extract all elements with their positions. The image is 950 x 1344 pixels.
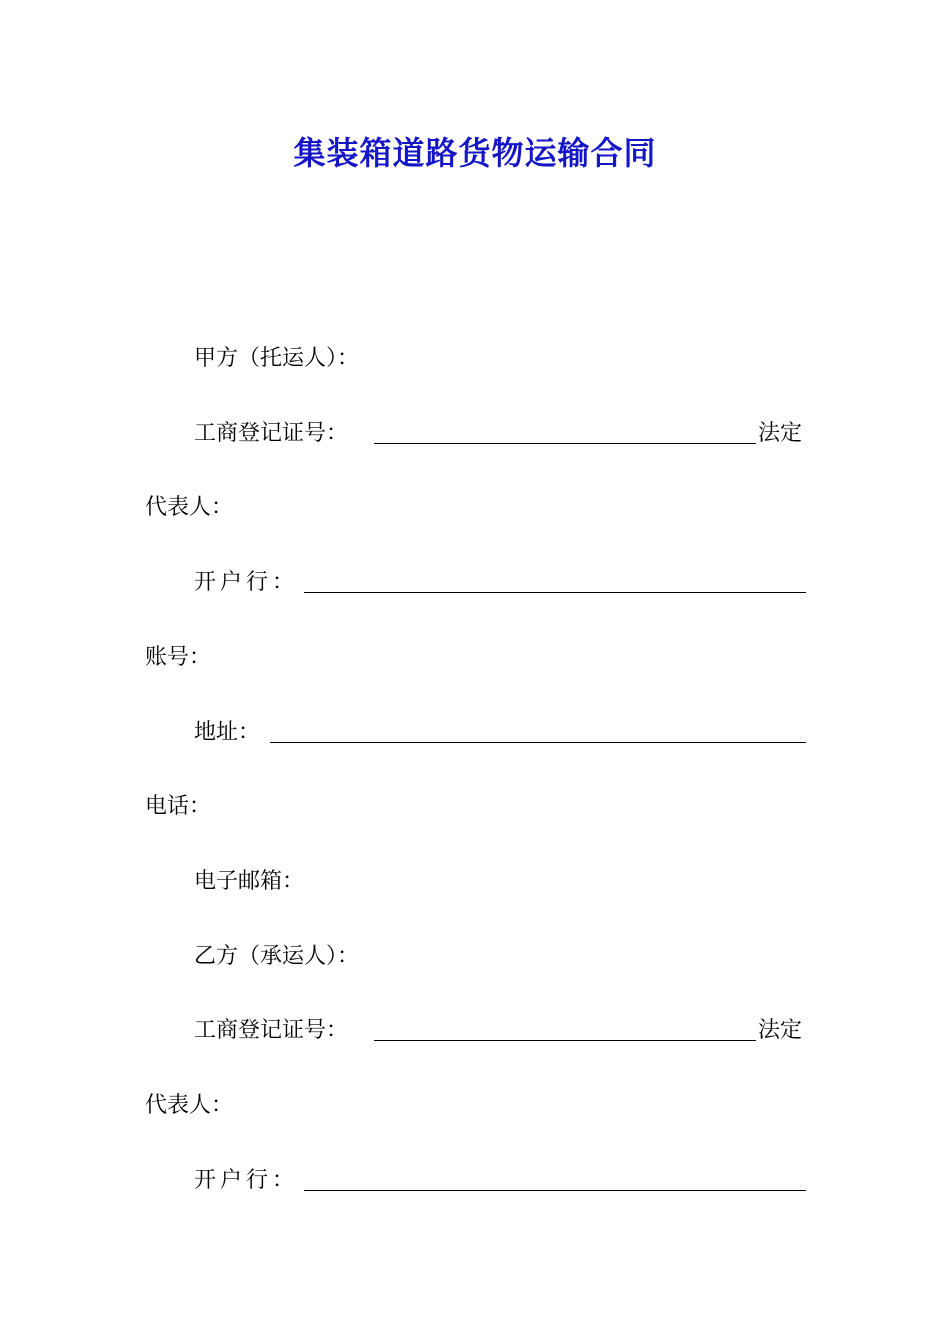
- party-a-address-row: [194, 718, 806, 748]
- party-a-reg-no-row: [194, 419, 806, 449]
- party-a-bank-blank[interactable]: [304, 592, 806, 593]
- party-a-legal-rep-label: 代表人：: [145, 495, 234, 520]
- party-b-legal-rep-label: 代表人：: [145, 1093, 234, 1118]
- party-b-heading-text: 乙方（承运人）：: [194, 944, 360, 969]
- party-b-legal-rep-row: [145, 1091, 233, 1121]
- party-a-email-row: [194, 867, 304, 897]
- party-b-bank-blank[interactable]: [304, 1190, 806, 1191]
- party-b-heading: [194, 942, 359, 972]
- party-b-bank-label: 开户行：: [194, 1168, 299, 1193]
- party-a-reg-no-label: 工商登记证号：: [194, 421, 349, 446]
- party-b-reg-no-row: [194, 1016, 806, 1046]
- party-a-heading-text: 甲方（托运人）：: [194, 346, 360, 371]
- document-title: 集装箱道路货物运输合同: [293, 134, 657, 172]
- party-b-bank-row: [194, 1166, 806, 1196]
- party-a-account-label: 账号：: [145, 645, 212, 670]
- party-a-phone-row: [145, 792, 211, 822]
- party-a-heading: [194, 344, 359, 374]
- party-b-reg-no-blank[interactable]: [374, 1040, 756, 1041]
- party-a-email-label: 电子邮箱：: [194, 869, 305, 894]
- party-a-account-row: [145, 643, 211, 673]
- party-a-reg-no-blank[interactable]: [374, 443, 756, 444]
- party-a-legal-rep-row: [145, 493, 233, 523]
- party-a-address-label: 地址：: [194, 720, 261, 745]
- party-b-legal-rep-tail: 法定: [758, 1018, 803, 1043]
- party-a-address-blank[interactable]: [270, 742, 806, 743]
- party-a-phone-label: 电话：: [145, 794, 212, 819]
- party-b-reg-no-label: 工商登记证号：: [194, 1018, 349, 1043]
- party-a-bank-label: 开户行：: [194, 570, 299, 595]
- party-a-legal-rep-tail: 法定: [758, 421, 803, 446]
- party-a-bank-row: [194, 568, 806, 598]
